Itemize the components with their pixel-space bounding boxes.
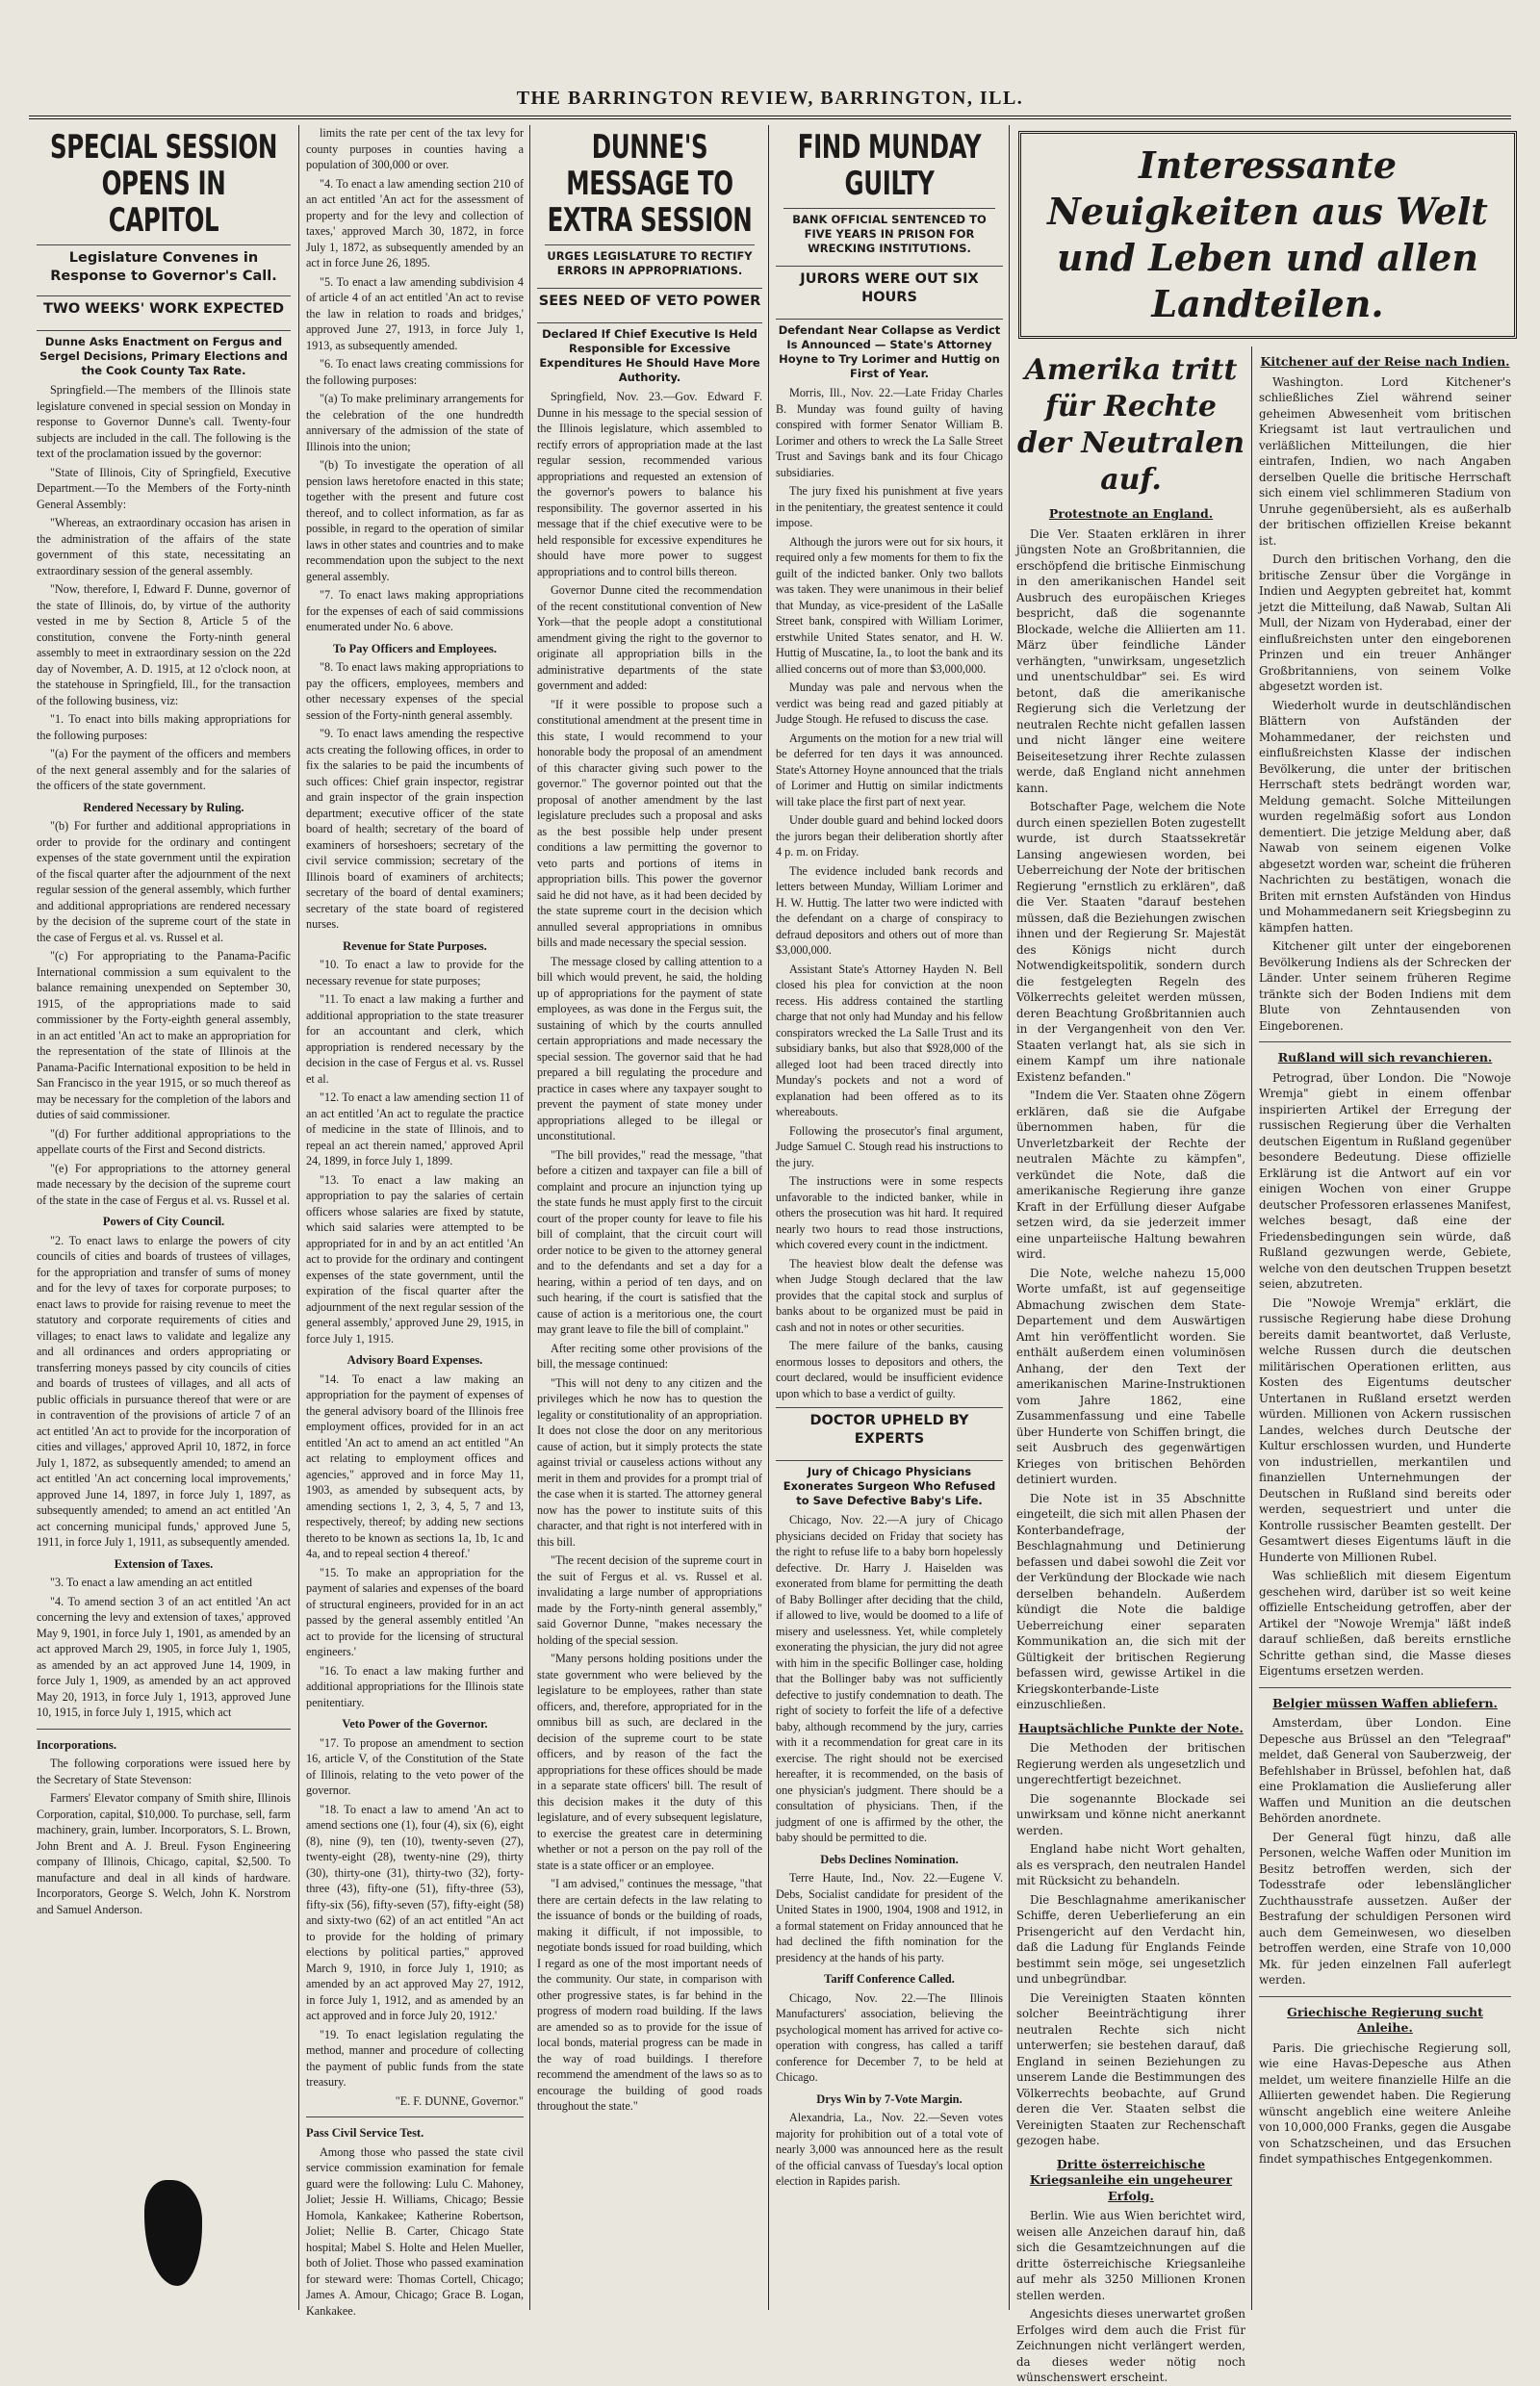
paragraph: "(a) For the payment of the officers and members of the next general assembly and for the salaries of the officers of the state government.	[37, 747, 291, 792]
paragraph: "(e) For appropriations to the attorney general made necessary by the decision of the supreme court of the state in the case of Fergus et al. vs. Russel et al.	[37, 1161, 291, 1207]
paragraph: The following corporations were issued here by the Secretary of State Stevenson:	[37, 1757, 291, 1786]
subdeck: Defendant Near Collapse as Verdict Is Announced — State's Attorney Hoyne to Try Lorimer and Huttig on First of Year.	[776, 319, 1003, 381]
paragraph: Munday was pale and nervous when the verdict was being read and gazed pitiably at Judge Stough. He refused to discuss the case.	[776, 680, 1003, 726]
subhead: Powers of City Council.	[102, 1215, 225, 1228]
subhead: Kitchener auf der Reise nach Indien.	[1260, 354, 1510, 369]
paragraph: "1. To enact into bills making appropriations for the following purposes:	[37, 712, 291, 742]
column-rule	[1009, 125, 1010, 2310]
paragraph: "(c) For appropriating to the Panama-Pacific International commission a sum equivalent to the balance remaining unexpended on September 30, 1915, of the appropriations made to said commissioner by the Forty-eighth general assembly, in an act entitled 'An act to make an appropriation for the representation of the state of Illinois at the Panama-Pacific International exposition to be held in San Francisco in the year 1915, or so much thereof as may be necessary for the completion of the labors and duties of said commissioner.	[37, 949, 291, 1121]
paragraph: "11. To enact a law making a further and additional appropriation to the state treasurer for an accountant and clerk, which appropriation is rendered necessary by the decision in the case of Fergus et al. vs. Russel et al.	[306, 992, 524, 1086]
subhead: To Pay Officers and Employees.	[332, 641, 498, 655]
paragraph: The mere failure of the banks, causing enormous losses to depositors and others, the court declared, would be insufficient evidence upon which to base a verdict of guilty.	[776, 1339, 1003, 1400]
paragraph: Among those who passed the state civil service commission examination for female guard were the following: Lulu C. Mahoney, Joliet; Jessie H. Williams, Chicago; Bessie Homola, Kankakee; Katherine Robertson, Joliet; Nellie B. Carter, Chicago State hospital; Mabel S. Holte and Helen Mueller, both of Joliet. Those who passed examination for steward were: Thomas Cortell, Chicago; James A. Amour, Chicago; Grace B. Logan, Kankakee.	[306, 2144, 524, 2318]
paragraph: "19. To enact legislation regulating the method, manner and procedure of collecting the payment of public funds from the state treasury.	[306, 2027, 524, 2089]
paragraph: "4. To amend section 3 of an act entitled 'An act concerning the levy and extension of taxes,' approved May 9, 1901, in force July 1, 1901, as amended by an act approved March 29, 1905, in force July 1, 1905, as amended by an act approved June 14, 1909, in force July 1, 1909, as amended by an act approved May 20, 1913, in force July 1, 1913, approved June 10, 1915, in force July 1, 1915, which act	[37, 1594, 291, 1719]
german-section-title: Interessante Neuigkeiten aus Welt und Leben und allen Landteilen.	[1047, 143, 1488, 325]
paragraph: "Now, therefore, I, Edward F. Dunne, governor of the state of Illinois, do, by virtue of the authority vested in me by Section 8, Article 5 of the constitution, convene the Forty-ninth general assembly to meet in extraordinary session on the 22d day of November, A. D. 1915, at 12 o'clock noon, at the statehouse in Springfield, Ill., for the transaction of the following business, viz:	[37, 582, 291, 707]
subhead: Drys Win by 7-Vote Margin.	[816, 2091, 962, 2106]
paragraph: "12. To enact a law amending section 11 of an act entitled 'An act to regulate the practice of medicine in the state of Illinois, and to repeal an act therein named,' approved April 24, 1899, in force July 1, 1899.	[306, 1090, 524, 1167]
column-rule	[298, 125, 299, 2310]
paragraph: Farmers' Elevator company of Smith shire, Illinois Corporation, capital, $10,000. To purchase, sell, farm machinery, grain, lumber. Incorporators, S. L. Brown, John Brent and A. J. Breul. Fyson Engineering company of Illinois, Chicago, capital, $2,500. To manufacture and deal in all kinds of hardware. Incorporators, George S. Welch, John K. Norstrom and Samuel Anderson.	[37, 1791, 291, 1916]
deck: SEES NEED OF VETO POWER	[537, 288, 762, 315]
deck: BANK OFFICIAL SENTENCED TO FIVE YEARS IN PRISON FOR WRECKING INSTITUTIONS.	[783, 208, 995, 260]
masthead	[29, 81, 1511, 119]
paragraph: Die Ver. Staaten erklären in ihrer jüngsten Note an Großbritannien, die erschöpfend die britische Einmischung in den amerikanischen Handel seit Ausbruch des europäischen Krieges bespricht, daß die sogenannte Blockade, welche die Alliierten am 11. März über feindliche Länder verhängten, "unwirksam, ungesetzlich und unentschuldbar" sei. Es wird betont, daß die amerikanische Regierung sich die Verletzung der neutralen Rechte nicht gefallen lassen und nicht länger eine weitere Beiseitesetzung ihrer Rechte zulassen werde, daß England nicht annehmen kann.	[1016, 526, 1245, 795]
paragraph: Following the prosecutor's final argument, Judge Samuel C. Stough read his instructions to the jury.	[776, 1123, 1003, 1169]
paragraph: Springfield.—The members of the Illinois state legislature convened in special session on Monday in response to Governor Dunne's call. Twenty-four subjects are included in the call. The following is the text of the proclamation issued by the governor:	[37, 383, 291, 460]
subhead: Dritte österreichische Kriegsanleihe ein ungeheurer Erfolg.	[1029, 2156, 1233, 2203]
column-german-right	[1259, 346, 1511, 2310]
paragraph: Petrograd, über London. Die "Nowoje Wremja" giebt in einem offenbar inspirierten Artikel der Erregung der russischen Regierung über die Verhalten deutschen Eigentum in Rußland gegenüber besondere Bedeutung. Diese offizielle Erklärung ist die Antwort auf ein vor einigen Wochen von einer Gruppe deutscher Professoren erlassenes Manifest, welches besagt, daß eine der Friedensbedingungen sein würde, daß Rußland gezwungen werde, Gebiete, welche von den deutschen Truppen besetzt seien, abzutreten.	[1259, 1070, 1511, 1291]
divider	[1259, 1041, 1511, 1042]
paragraph: "9. To enact laws amending the respective acts creating the following offices, in order to fix the salaries to be paid the incumbents of such offices: Chief grain inspector, registrar and grain inspector of the grain inspection department; executive officer of the state board of health; secretary of the board of examiners of horseshoers; secretary of the civil service commission; secretary of the Illinois board of examiners of architects; secretary of the board of dental examiners; secretary of the state board of registered nurses.	[306, 727, 524, 931]
paragraph: "3. To enact a law amending an act entitled	[50, 1576, 252, 1589]
deck: JURORS WERE OUT SIX HOURS	[776, 266, 1003, 311]
paragraph: Die Vereinigten Staaten könnten solcher Beeinträchtigung ihrer neutralen Rechte sich nicht unterwerfen; sie bestehen darauf, daß England in seinen Beziehungen zu unserem Lande die Bestimmungen des Völkerrechts beobachte, auf Grund deren die Ver. Staaten selbst die Vereinigten Staaten zur Rechenschaft gezogen habe.	[1016, 1990, 1245, 2147]
divider	[1259, 1687, 1511, 1688]
deck: TWO WEEKS' WORK EXPECTED	[37, 295, 291, 322]
paragraph: Morris, Ill., Nov. 22.—Late Friday Charles B. Munday was found guilty of having conspired with former Senator William B. Lorimer and others to wreck the La Salle Street Trust and Savings bank and its four Chicago subsidiaries.	[776, 386, 1003, 479]
column-rule	[1251, 346, 1252, 2310]
paragraph: "16. To enact a law making further and additional appropriations for the Illinois state penitentiary.	[306, 1663, 524, 1709]
paragraph: "Many persons holding positions under the state government who were believed by the legislature to be employees, rather than state officers, and, therefore, appropriated for in the omnibus bill as such, are declared in the decision of the supreme court to be state officers, and by reason of the fact the appropriations for these offices should be made in a separate state officers' bill. The result of this decision makes it the duty of this legislature, and of every subsequent legislature, to exercise the greatest care in determining whether or not a person on the pay roll of the state is a state officer or an employee.	[537, 1652, 762, 1872]
paragraph: Under double guard and behind locked doors the jurors began their deliberation shortly after 4 p. m. on Friday.	[776, 813, 1003, 859]
headline-amerika: Amerika tritt für Rechte der Neutralen auf.	[1016, 353, 1245, 497]
subhead: Pass Civil Service Test.	[306, 2126, 424, 2140]
german-section-banner	[1018, 131, 1517, 339]
paragraph: "If it were possible to propose such a constitutional amendment at the present time in this state, I would recommend to your honorable body the proposal of an amendment of this character giving such power to the governor." The governor pointed out that the proposal of another amendment by the last legislature precludes such a proposal and asks as the best possible help under present conditions a law permitting the governor to veto parts and portions of items in appropriation bills. This power the governor said he did not have, as it had been decided by the state supreme court in the decision which annulled several appropriations in omnibus bills and made necessary the special session.	[537, 697, 762, 949]
paragraph: Kitchener gilt unter der eingeborenen Bevölkerung Indiens als der Schrecken der Länder. Unter seinem früheren Regime tränkte sich der Boden Indiens mit dem Blute von Zehntausenden von Eingeborenen.	[1259, 939, 1511, 1033]
paragraph: Die Methoden der britischen Regierung werden als ungesetzlich und ungerechtfertigt bezeichnet.	[1016, 1741, 1245, 1786]
subhead: Incorporations.	[37, 1737, 116, 1752]
column-munday-guilty	[776, 125, 1003, 2310]
column-rule	[529, 125, 530, 2310]
paragraph: "14. To enact a law making an appropriation for the payment of expenses of the general advisory board of the Illinois free employment offices, provided for in an act entitled 'An act to amend an act entitled "An act relating to employment offices and agencies," approved and in force May 11, 1903, as amended by subsequent acts, by amending sections 1, 2, 3, 4, 5, 7 and 13, respectively, thereof; by adding new sections thereto to be known as sections 1a, 1b, 1c and 4a, and to repeal section 4 thereof.'	[306, 1372, 524, 1560]
paragraph: The instructions were in some respects unfavorable to the indicted banker, while in others the prosecution was hit hard. It required nearly two hours to read those instructions, which covered every count in the indictment.	[776, 1174, 1003, 1251]
paragraph: "(d) For further additional appropriations to the appellate courts of the First and Second districts.	[37, 1126, 291, 1156]
paragraph: "7. To enact laws making appropriations for the expenses of each of said commissions enumerated under No. 6 above.	[306, 588, 524, 633]
subhead: Hauptsächliche Punkte der Note.	[1018, 1720, 1244, 1735]
subhead: Extension of Taxes.	[114, 1556, 214, 1571]
paragraph: Chicago, Nov. 22.—A jury of Chicago physicians decided on Friday that society has the right to refuse life to a baby born hopelessly defective. Dr. Harry J. Haiselden was exonerated from blame for permitting the death of Baby Bollinger after deciding that the child, if allowed to live, would be doomed to a life of misery and uselessness. Yet, while completely exonerating the physician, the jury did not agree with him in the specific Bollinger case, holding that the Bollinger baby was not sufficiently defective to justify condemnation to death. The right of society to forfeit the life of a defective baby, although recommend by the jury, carries with it a recommendation for great care in its exercise. The right should not be exercised hereafter, it is recommended, on the basis of one physician's judgment. There should be a consultation of physicians. Then, if the judgment of one is affirmed by the other, the baby should be permitted to die.	[776, 1513, 1003, 1844]
paragraph: "8. To enact laws making appropriations to pay the officers, employees, members and other necessary expenses of the special session of the Forty-ninth general assembly.	[306, 660, 524, 722]
subdeck: Declared If Chief Executive Is Held Responsible for Excessive Expenditures He Should Have More Authority.	[537, 322, 762, 385]
signature: "E. F. DUNNE, Governor."	[395, 2093, 524, 2108]
paragraph: "10. To enact a law to provide for the necessary revenue for state purposes;	[306, 958, 524, 988]
paragraph: Chicago, Nov. 22.—The Illinois Manufacturers' association, believing the psychological moment has arrived for active co-operation with congress, has called a tariff conference for December 7, to be held at Chicago.	[776, 1990, 1003, 2084]
paragraph: Die Beschlagnahme amerikanischer Schiffe, deren Ueberlieferung an ein Prisengericht auf den Verdacht hin, daß die Ladung für Englands Feinde bestimmt sein möge, sei ungesetzlich und unbegründbar.	[1016, 1892, 1245, 1986]
paragraph: Durch den britischen Vorhang, den die britische Zensur über die Vorgänge in Indien und Aegypten gebreitet hat, kommt jetzt die Mitteilung, daß Nawab, Sultan Ali Mull, der Nizam von Hyderabad, einer der einflußreichsten unter den eingeborenen Prinzen und ein treuer Anhänger Großbritanniens, von seinem Volke abgesetzt worden ist.	[1259, 552, 1511, 693]
paragraph: Die Note ist in 35 Abschnitte eingeteilt, die sich mit allen Phasen der Konterbandefrage, der Beschlagnahmung und Detinierung befassen und dabei sowohl die Zeit vor der Verkündung der Blockade wie nach derselben behandeln. Außerdem kündigt die Note die baldige Ueberreichung einer separaten Kommunikation an, die sich mit der Gültigkeit der britischen Regierung befassen wird, gewisse Artikel in die Kriegskonterbande-Liste einzuschließen.	[1016, 1491, 1245, 1711]
paragraph: "I am advised," continues the message, "that there are certain defects in the law relating to the issuance of bonds or the building of roads, making it difficult, if not impossible, to negotiate bonds issued for road building, which I regard as one of the most important needs of the community. Our state, in comparison with other progressive states, is far behind in the progress of modern road building. If the laws are amended so as to provide for the issue of local bonds, material progress can be made in the way of road buildings. I therefore recommend the amendment of the laws so as to encourage the building of good roads throughout the state."	[537, 1877, 762, 2113]
paragraph: "(b) For further and additional appropriations in order to provide for the ordinary and contingent expenses of the state government until the expiration of the fiscal quarter after the adjournment of the next regular session of the general assembly, which further and additional appropriations are rendered necessary by the decision of the supreme court of the state in the case of Fergus et al. vs. Russel et al.	[37, 819, 291, 944]
paragraph: "2. To enact laws to enlarge the powers of city councils of cities and boards of trustees of villages, for the appropriation and transfer of sums of money and for the levy of taxes for corporate purposes; to enact laws to provide for raising revenue to meet the statutory and corporate requirements of cities and villages; to enact laws to validate and legalize any and all ordinances and orders appropriating or transferring moneys passed by city councils of cities and boards of trustees of villages, and all acts of public officials in pursuance thereof that were or are in contravention of the provisions of article 7 of an act entitled 'An act to provide for the incorporation of cities and villages,' approved April 10, 1872, in force July 1, 1872, as subsequently amended; to amend an act entitled 'An act concerning local improvements,' approved June 14, 1897, in force July 1, 1897, as subsequently amended; to amend an act entitled 'An act concerning municipal funds,' approved June 5, 1911, in force July 1, 1911, as subsequently amended.	[37, 1233, 291, 1549]
paragraph: The evidence included bank records and letters between Munday, William Lorimer and H. W. Huttig. The latter two were indicted with the defendant on a charge of conspiracy to defraud depositors and others out of more than $3,000,000.	[776, 863, 1003, 957]
paragraph: "4. To enact a law amending section 210 of an act entitled 'An act for the assessment of property and for the levy and collection of taxes,' approved March 30, 1872, in force July 1, 1872, as subsequently amended by an act in force June 26, 1895.	[306, 176, 524, 269]
paragraph: Assistant State's Attorney Hayden N. Bell closed his plea for conviction at the noon recess. His address contained the startling charge that not only had Munday and his fellow conspirators wrecked the La Salle Trust and its subsidiary banks, but also that $928,000 of the alleged loot had been traced directly into Munday's pockets and not a word of explanation had been offered as to its whereabouts.	[776, 962, 1003, 1118]
subdeck: Dunne Asks Enactment on Fergus and Sergel Decisions, Primary Elections and the Cook County Tax Rate.	[37, 330, 291, 378]
paragraph: Alexandria, La., Nov. 22.—Seven votes majority for prohibition out of a total vote of nearly 3,000 was announced here as the result of the official canvass of Tuesday's local option election in Rapides parish.	[776, 2111, 1003, 2188]
headline-dunnes-message: DUNNE'S MESSAGE TO EXTRA SESSION	[547, 128, 753, 240]
deck: Legislature Convenes in Response to Governor's Call.	[37, 244, 291, 290]
paragraph: "This will not deny to any citizen and the privileges which he now has to question the legality or constitutionality of an appropriation. It does not close the door on any meritorious cause of action, but it simply protects the state against trivial or causeless actions without any merit in them and provides for a prompt trial of the case when it is started. The attorney general now has the power to institute suits of this character, and that right is not interfered with in this bill.	[537, 1375, 762, 1549]
column-proclamation-cont	[306, 125, 524, 2318]
paragraph: Amsterdam, über London. Eine Depesche aus Brüssel an den "Telegraaf" meldet, daß General von Sauberzweig, der Befehlshaber in Brüssel, befohlen hat, daß eine Proklamation die Auslieferung aller Waffen und Munition an die deutschen Behörden anordnete.	[1259, 1716, 1511, 1825]
paragraph: "The bill provides," read the message, "that before a citizen and taxpayer can file a bill of complaint and procure an injunction tying up the state funds he must apply first to the circuit court of the proper county for leave to file his bill of complaint, that the circuit court will order notice to be given to the attorney general and to the defendants and set a day for a hearing, within a period of ten days, and on such hearing, if the court is satisfied that the cause of action is a meritorious one, the court may grant leave to file the bill of complaint."	[537, 1147, 762, 1336]
paragraph: Die "Nowoje Wremja" erklärt, die russische Regierung habe diese Drohung bereits damit beantwortet, daß Verluste, welche Russen durch die deutschen militärischen Operationen erlitten, aus Kosten des Eigentums deutscher Untertanen in Rußland ersetzt werden würden. Millionen von Ackern russischen Landes, welches durch Deutsche der Kultur erschlossen wurden, und Hunderte von industriellen, merkantilen und finanziellen Unternehmungen der Deutschen in Rußland sind bereits oder werden, sequestriert und unter die Kontrolle russischer Beamten gestellt. Der Gesamtwert dieses Eigentums läuft in die Hunderte von Millionen Rubel.	[1259, 1296, 1511, 1564]
paragraph: Wiederholt wurde in deutschländischen Blättern von Aufständen der Mohammedaner, der reichsten und einflußreichsten Klasse der indischen Bevölkerung, die unter der britischen Herrschaft stets bedrängt worden war, Meldung gemacht. Solche Mitteilungen wurden regelmäßig sofort aus London dementiert. Die jetzige Meldung aber, daß Nawab von seinem eigenen Volke abgesetzt worden war, scheint die früheren Nachrichten zu bestätigen, wonach die Briten mit ernsten Aufständen von Hindus und Mohammedanern seit Kriegsbeginn zu kämpfen hatten.	[1259, 698, 1511, 935]
paragraph: Der General fügt hinzu, daß alle Personen, welche Waffen oder Munition im Besitz betroffen werden, sich der Todesstrafe oder lebenslänglicher Zuchthausstrafe aussetzen. Außer der Bestrafung der schuldigen Personen wird auch dem Gemeinwesen, wo dieselben betroffen werden, eine Strafe von 10,000 Mk. für jeden einzelnen Fall auferlegt werden.	[1259, 1830, 1511, 1987]
paragraph: "(a) To make preliminary arrangements for the celebration of the one hundredth anniversary of the admission of the state of Illinois into the union;	[306, 392, 524, 453]
subhead: Rußland will sich revanchieren.	[1277, 1050, 1493, 1065]
column-german-left	[1016, 346, 1245, 2384]
paragraph: The heaviest blow dealt the defense was when Judge Stough declared that the law provides that the capital stock and surplus of banks about to be organized must be paid in cash and not in notes or other securities.	[776, 1256, 1003, 1334]
divider	[37, 1729, 291, 1730]
paragraph: Although the jurors were out for six hours, it required only a few moments for them to fix the guilt of the indicted banker. Only two ballots was taken. They were unanimous in their belief that Munday, as vice-president of the LaSalle Street bank, conspired with William Lorimer, erstwhile United States senator, and H. W. Huttig of Muscatine, Ia., to loot the bank and its allied concerns out of more than $3,000,000.	[776, 534, 1003, 676]
subhead: Griechische Regierung sucht Anleihe.	[1287, 2004, 1483, 2035]
paragraph: "15. To make an appropriation for the payment of salaries and expenses of the board of structural engineers, provided for in an act passed by the general assembly entitled 'An act to provide for the licensing of structural engineers.'	[306, 1565, 524, 1658]
subhead: Advisory Board Expenses.	[346, 1353, 483, 1367]
paragraph: "13. To enact a law making an appropriation to pay the salaries of certain officers whose salaries are fixed by statute, which said salaries were attempted to be appropriated for in and by an act entitled 'An act to provide for the ordinary and contingent expenses of the state government, until the expiration of the fiscal quarter after the adjournment of the next regular session of the general assembly,' approved June 29, 1915, in force July 1, 1915.	[306, 1172, 524, 1346]
masthead-title: THE BARRINGTON REVIEW, BARRINGTON, ILL.	[516, 87, 1024, 109]
paragraph: "Whereas, an extraordinary occasion has arisen in the administration of the affairs of the state government of this state, necessitating an extraordinary session of the general assembly.	[37, 516, 291, 577]
paragraph: "5. To enact a law amending subdivision 4 of article 4 of an act entitled 'An act to revise the law in relation to roads and bridges,' approved June 27, 1913, in force July 1, 1913, as subsequently amended.	[306, 274, 524, 352]
paragraph: Paris. Die griechische Regierung soll, wie eine Havas-Depesche aus Athen meldet, um weitere finanzielle Hilfe an die Alliierten gewendet haben. Die Regierung wünscht angeblich eine weitere Anleihe von 10,000,000 Franks, gegen die Ausgabe von Schatzscheinen, und das Ersuchen findet sympathisches Entgegenkommen.	[1259, 2040, 1511, 2166]
subhead: Belgier müssen Waffen abliefern.	[1272, 1695, 1498, 1710]
subhead: Protestnote an England.	[1048, 506, 1214, 521]
column-special-session	[37, 125, 291, 2310]
paragraph: limits the rate per cent of the tax levy for county purposes in counties having a population of 300,000 or over.	[306, 126, 524, 171]
paragraph: England habe nicht Wort gehalten, als es versprach, den neutralen Handel mit Rücksicht zu behandeln.	[1016, 1842, 1245, 1887]
paragraph: Arguments on the motion for a new trial will be deferred for ten days it was announced. State's Attorney Hoyne announced that the trials of Lorimer and Huttig on similar indictments will take place the first part of next year.	[776, 731, 1003, 808]
paragraph: Governor Dunne cited the recommendation of the recent constitutional convention of New York—that the people adopt a constitutional amendment giving the right to the governor to originate all appropriation bills in the administrative departments of the state government and added:	[537, 583, 762, 692]
paragraph: The message closed by calling attention to a bill which would prevent, he said, the holding up of appropriations for the payment of state employees, as was done in the Fergus suit, the sustaining of which by the courts annulled certain appropriations and made necessary the special session. The governor said that he had prepared a bill regulating the procedure and practice in cases where any taxpayer sought to prevent the payment of state money under appropriations alleged to be illegal or unconstitutional.	[537, 954, 762, 1142]
headline-find-munday-guilty: FIND MUNDAY GUILTY	[797, 128, 982, 203]
subhead: Veto Power of the Governor.	[342, 1717, 488, 1731]
paragraph: "State of Illinois, City of Springfield, Executive Department.—To the Members of the Forty-ninth General Assembly:	[37, 465, 291, 511]
subhead: Debs Declines Nomination.	[820, 1852, 959, 1866]
headline-special-session: SPECIAL SESSION OPENS IN CAPITOL	[50, 128, 277, 240]
paragraph: "6. To enact laws creating commissions for the following purposes:	[306, 357, 524, 387]
paragraph: Berlin. Wie aus Wien berichtet wird, weisen alle Anzeichen darauf hin, daß sich die Gesamtzeichnungen auf die dritte österreichische Kriegsanleihe auf mehr als 3250 Millionen Kronen stellen werden.	[1016, 2209, 1245, 2302]
paragraph: "Indem die Ver. Staaten ohne Zögern erklären, daß sie die Aufgabe übernommen haben, für die Unverletzbarkeit der Rechte der neutralen Mächte zu kämpfen", verkündet die Note, daß die amerikanische Regierung ihre ganze Kraft in der Erfüllung dieser Aufgabe setzen wird, da sie jederzeit immer eine unparteiische Haltung bewahren wird.	[1016, 1089, 1245, 1261]
subhead: Revenue for State Purposes.	[343, 938, 487, 953]
paragraph: Was schließlich mit diesem Eigentum geschehen wird, darüber ist so weit keine offizielle Entscheidung getroffen, aber der Artikel der "Nowoje Wremja" läßt indeß darauf schließen, daß bereits ernstliche Schritte gethan sind, die Masse dieses Eigentums ersetzen werden.	[1259, 1569, 1511, 1678]
paragraph: Springfield, Nov. 23.—Gov. Edward F. Dunne in his message to the special session of the Illinois legislature, which assembled to rectify errors of appropriation made at the last regular session, recommended various appropriations and requested an extension of the governor's powers to balance his responsibility. The governor asserted in his message that if the chief executive were to be held responsible for excessive expenditures he should have more power to suggest appropriations and to control bills thereon.	[537, 390, 762, 578]
subhead: Rendered Necessary by Ruling.	[83, 800, 244, 814]
paragraph: "18. To enact a law to amend 'An act to amend sections one (1), four (4), six (6), eight (8), nine (9), ten (10), twenty-seven (27), twenty-eight (28), twenty-nine (29), thirty (30), thirty-one (31), thirty-two (32), forty-three (43), fifty-one (51), fifty-three (53), fifty-six (56), fifty-seven (57), fifty-eight (58) and sixty-two (62) of an act entitled "An act to provide for the holding of primary elections by political parties," approved March 9, 1910, in force July 1, 1910; as amended by an act approved May 27, 1912, in force July 1, 1912, and as amended by an act approved and in force July 20, 1912.'	[306, 1802, 524, 2022]
deck: URGES LEGISLATURE TO RECTIFY ERRORS IN APPROPRIATIONS.	[545, 244, 755, 282]
paragraph: Terre Haute, Ind., Nov. 22.—Eugene V. Debs, Socialist candidate for president of the United States in 1900, 1904, 1908 and 1912, in a formal statement on Friday announced that he had declined the fifth nomination for the presidency at the hands of his party.	[776, 1871, 1003, 1964]
column-dunnes-message	[537, 125, 762, 2310]
paragraph: Die sogenannte Blockade sei unwirksam und könne nicht anerkannt werden.	[1016, 1791, 1245, 1837]
subhead: Tariff Conference Called.	[824, 1972, 955, 1986]
paragraph: Die Note, welche nahezu 15,000 Worte umfaßt, ist auf gegenseitige Abmachung zwischen dem State-Departement und dem Auswärtigen Amt hin veröffentlicht worden. Sie enthält außerdem einen voluminösen Anhang, der den Text der amerikanischen Marine-Instruktionen vom Jahre 1862, eine Zusammenfassung und eine Tabelle über Hunderte von Schiffen bringt, die seit Ausbruch des gegenwärtigen Krieges von britischen Behörden detiniert wurden.	[1016, 1266, 1245, 1486]
paragraph: "The recent decision of the supreme court in the suit of Fergus et al. vs. Russel et al. invalidating a large number of appropriations made by the Forty-ninth general assembly," said Governor Dunne, "makes necessary the holding of the special session.	[537, 1553, 762, 1647]
paragraph: After reciting some other provisions of the bill, the message continued:	[537, 1341, 762, 1371]
paragraph: "(b) To investigate the operation of all pension laws heretofore enacted in this state; together with the present and future cost thereof, and to collect information, as far as possible, in regard to the operation of similar laws in other states and countries and to make recommendation upon the subject to the next general assembly.	[306, 458, 524, 583]
paragraph: Washington. Lord Kitchener's schließliches Ziel während seiner geheimen Abwesenheit vom britischen Kriegsamt ist laut vertraulichen und verläßlichen Mitteilungen, die hier eintrafen, Indien, wo nach Angaben derselben Quelle die britische Herrschaft sich einem viel schlimmeren Stadium von Unruhe gegenübersieht, als es außerhalb der britischen offiziellen Kreise bekannt ist.	[1259, 374, 1511, 548]
paragraph: The jury fixed his punishment at five years in the penitentiary, the greatest sentence it could impose.	[776, 484, 1003, 529]
subdeck: Jury of Chicago Physicians Exonerates Surgeon Who Refused to Save Defective Baby's Life.	[776, 1460, 1003, 1508]
paragraph: "17. To propose an amendment to section 16, article V, of the Constitution of the State of Illinois, relating to the veto power of the governor.	[306, 1735, 524, 1797]
paragraph: Angesichts dieses unerwartet großen Erfolges wird dem auch die Frist für Zeichnungen nicht verlängert werden, da dieses weder nötig noch wünschenswert erscheint.	[1016, 2307, 1245, 2384]
paragraph: Botschafter Page, welchem die Note durch einen speziellen Boten zugestellt wurde, ist durch Staatssekretär Lansing angewiesen worden, bei Ueberreichung der Note der britischen Regierung "ernstlich zu erklären", daß die Ver. Staaten "darauf bestehen müssen, daß die Beziehungen zwischen ihnen und der Regierung Sr. Majestät des Königs nicht durch Notwendigkeitspolitik, sondern durch die festgelegten Regeln des Völkerrechts geleitet werden müssen, deren Beachtung Großbritannien auch in der Vergangenheit von den Ver. Staaten verlangt hat, als sie sich in einem Kampf um ihre nationale Existenz befanden."	[1016, 800, 1245, 1084]
headline-doctor-upheld: DOCTOR UPHELD BY EXPERTS	[776, 1407, 1003, 1452]
column-rule	[768, 125, 769, 2310]
divider	[1259, 1996, 1511, 1997]
